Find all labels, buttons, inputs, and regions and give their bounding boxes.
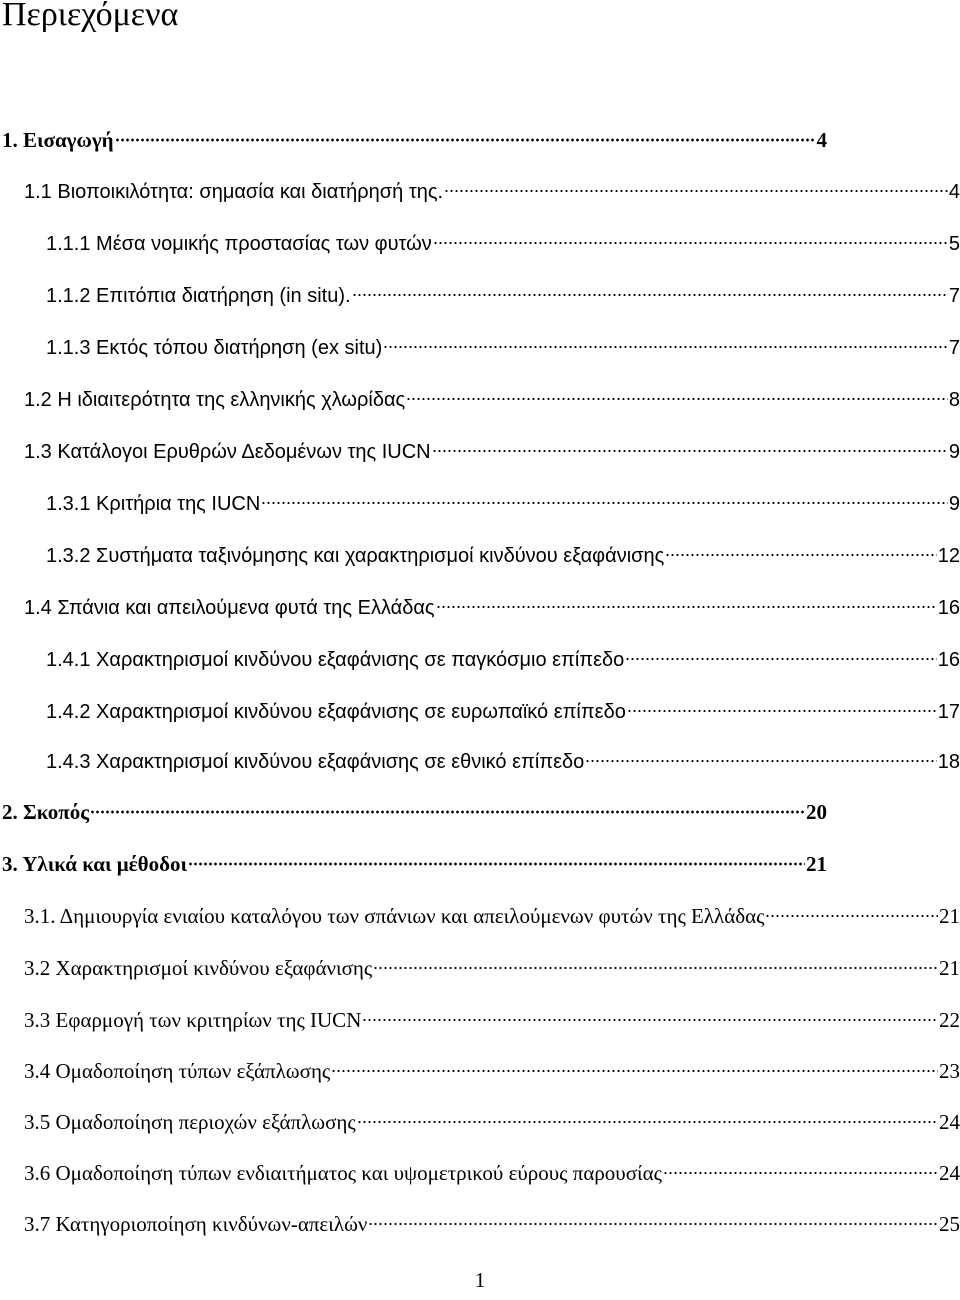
toc-entry-title: 3.3 Εφαρμογή των κριτηρίων της IUCN bbox=[24, 1008, 362, 1032]
toc-entry-1-4[interactable] bbox=[24, 594, 960, 622]
toc-entry-1-1-2[interactable] bbox=[46, 282, 960, 310]
toc-entry-page: 4 bbox=[948, 181, 960, 203]
toc-entry-3-3[interactable] bbox=[24, 1006, 960, 1034]
toc-entry-title: 1.4.3 Χαρακτηρισμοί κινδύνου εξαφάνισης σε εθνικό επίπεδο bbox=[46, 751, 585, 773]
toc-entry-3-1[interactable] bbox=[24, 902, 960, 930]
toc-entry-3-7[interactable] bbox=[24, 1210, 960, 1238]
toc-entry-3-6[interactable] bbox=[24, 1159, 960, 1187]
toc-entry-1-3-2[interactable] bbox=[46, 542, 960, 570]
toc-entry-title: 1.1 Βιοποικιλότητα: σημασία και διατήρησή της. bbox=[24, 181, 444, 203]
toc-entry-title: 1.2 Η ιδιαιτερότητα της ελληνικής χλωρίδας bbox=[24, 389, 406, 411]
dot-leader bbox=[406, 396, 948, 402]
toc-entry-3[interactable] bbox=[2, 850, 827, 878]
toc-entry-page: 21 bbox=[939, 904, 960, 928]
dot-leader bbox=[765, 913, 938, 919]
toc-entry-title: 1.3.1 Κριτήρια της IUCN bbox=[46, 493, 261, 515]
toc-entry-3-5[interactable] bbox=[24, 1108, 960, 1136]
dot-leader bbox=[373, 965, 938, 971]
toc-entry-page: 20 bbox=[806, 800, 827, 824]
dot-leader bbox=[357, 1119, 938, 1125]
toc-entry-title: 2. Σκοπός bbox=[2, 800, 90, 824]
toc-entry-page: 17 bbox=[937, 701, 960, 723]
dot-leader bbox=[665, 552, 936, 558]
dot-leader bbox=[188, 861, 805, 867]
toc-entry-1-1-1[interactable] bbox=[46, 230, 960, 258]
toc-entry-1-1[interactable] bbox=[24, 178, 960, 206]
toc-entry-1-3[interactable] bbox=[24, 438, 960, 466]
toc-entry-1-3-1[interactable] bbox=[46, 490, 960, 518]
toc-entry-title: 3.5 Ομαδοποίηση περιοχών εξάπλωσης bbox=[24, 1110, 356, 1134]
toc-entry-page: 24 bbox=[939, 1161, 960, 1185]
toc-entry-title: 3.6 Ομαδοποίηση τύπων ενδιαιτήματος και υψομετρικού εύρους παρουσίας bbox=[24, 1161, 662, 1185]
toc-entry-1-2[interactable] bbox=[24, 386, 960, 414]
dot-leader bbox=[444, 188, 948, 194]
toc-entry-page: 8 bbox=[948, 389, 960, 411]
toc-entry-3-4[interactable] bbox=[24, 1057, 960, 1085]
toc-entry-page: 25 bbox=[939, 1212, 960, 1236]
dot-leader bbox=[331, 1068, 938, 1074]
toc-entry-1[interactable] bbox=[2, 126, 827, 154]
page-title: Περιεχόμενα bbox=[2, 0, 179, 33]
toc-entry-1-4-1[interactable] bbox=[46, 646, 960, 674]
dot-leader bbox=[663, 1170, 938, 1176]
dot-leader bbox=[362, 1017, 938, 1023]
dot-leader bbox=[90, 809, 805, 815]
toc-entry-page: 4 bbox=[816, 128, 827, 152]
toc-entry-page: 9 bbox=[948, 441, 960, 463]
toc-entry-title: 3.1. Δημιουργία ενιαίου καταλόγου των σπάνιων και απειλούμενων φυτών της Ελλάδας bbox=[24, 904, 765, 928]
dot-leader bbox=[625, 656, 936, 662]
toc-entry-page: 16 bbox=[937, 597, 960, 619]
toc-entry-2[interactable] bbox=[2, 798, 827, 826]
toc-entry-3-2[interactable] bbox=[24, 954, 960, 982]
toc-entry-1-4-3[interactable] bbox=[46, 748, 960, 776]
toc-entry-title: 1.4.2 Χαρακτηρισμοί κινδύνου εξαφάνισης σε ευρωπαϊκό επίπεδο bbox=[46, 701, 626, 723]
dot-leader bbox=[368, 1221, 938, 1227]
toc-entry-1-4-2[interactable] bbox=[46, 698, 960, 726]
toc-entry-page: 22 bbox=[939, 1008, 960, 1032]
dot-leader bbox=[115, 137, 816, 143]
toc-entry-title: 1.3.2 Συστήματα ταξινόμησης και χαρακτηρισμοί κινδύνου εξαφάνισης bbox=[46, 545, 665, 567]
toc-entry-title: 3.7 Κατηγοριοποίηση κινδύνων-απειλών bbox=[24, 1212, 368, 1236]
toc-entry-page: 21 bbox=[939, 956, 960, 980]
toc-entry-page: 18 bbox=[937, 751, 960, 773]
dot-leader bbox=[436, 604, 937, 610]
toc-entry-title: 3.4 Ομαδοποίηση τύπων εξάπλωσης bbox=[24, 1059, 331, 1083]
toc-entry-page: 9 bbox=[948, 493, 960, 515]
toc-entry-title: 1.1.2 Επιτόπια διατήρηση (in situ). bbox=[46, 285, 351, 307]
dot-leader bbox=[433, 240, 948, 246]
dot-leader bbox=[261, 500, 948, 506]
toc-entry-title: 1. Εισαγωγή bbox=[2, 128, 114, 152]
toc-entry-title: 1.3 Κατάλογοι Ερυθρών Δεδομένων της IUCN bbox=[24, 441, 431, 463]
toc-entry-page: 7 bbox=[948, 337, 960, 359]
toc-entry-title: 1.1.1 Μέσα νομικής προστασίας των φυτών bbox=[46, 233, 432, 255]
toc-entry-title: 3.2 Χαρακτηρισμοί κινδύνου εξαφάνισης bbox=[24, 956, 373, 980]
dot-leader bbox=[383, 344, 948, 350]
toc-entry-title: 3. Υλικά και μέθοδοι bbox=[2, 852, 188, 876]
toc-entry-page: 16 bbox=[937, 649, 960, 671]
dot-leader bbox=[352, 292, 948, 298]
dot-leader bbox=[432, 448, 948, 454]
toc-entry-page: 7 bbox=[948, 285, 960, 307]
dot-leader bbox=[585, 758, 937, 764]
page-number-footer: 1 bbox=[474, 1268, 486, 1292]
toc-entry-page: 23 bbox=[939, 1059, 960, 1083]
toc-entry-page: 24 bbox=[939, 1110, 960, 1134]
toc-entry-1-1-3[interactable] bbox=[46, 334, 960, 362]
toc-entry-title: 1.4 Σπάνια και απειλούμενα φυτά της Ελλάδας bbox=[24, 597, 435, 619]
toc-entry-title: 1.1.3 Εκτός τόπου διατήρηση (ex situ) bbox=[46, 337, 383, 359]
toc-entry-title: 1.4.1 Χαρακτηρισμοί κινδύνου εξαφάνισης σε παγκόσμιο επίπεδο bbox=[46, 649, 625, 671]
toc-entry-page: 5 bbox=[948, 233, 960, 255]
dot-leader bbox=[627, 708, 937, 714]
toc-entry-page: 21 bbox=[806, 852, 827, 876]
toc-entry-page: 12 bbox=[937, 545, 960, 567]
